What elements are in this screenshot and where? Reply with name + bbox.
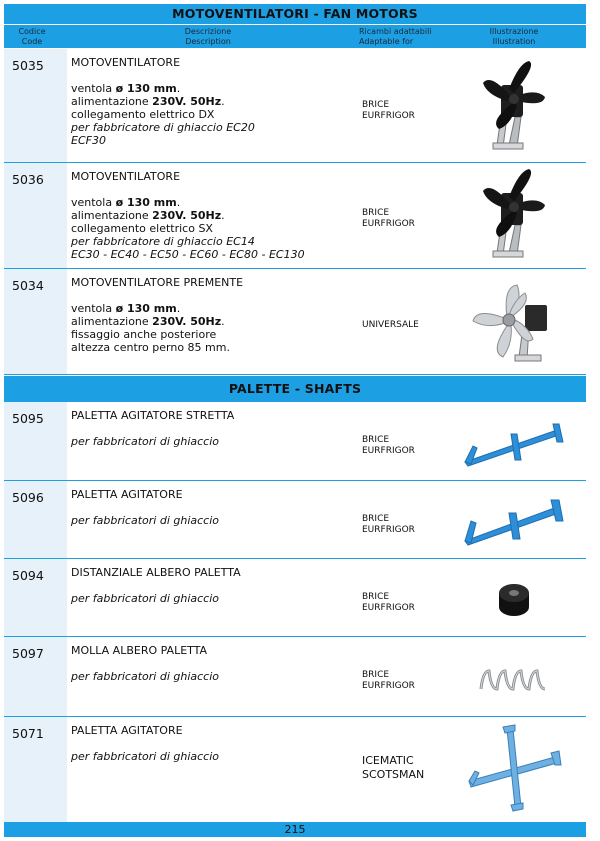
product-code: 5036 xyxy=(12,172,44,187)
fan-motor-icon xyxy=(459,55,559,163)
col-adaptable-header: Ricambi adattabili Adaptable for xyxy=(359,27,432,46)
col-description-header: Descrizione Description xyxy=(184,27,232,46)
product-row-5095 xyxy=(4,402,586,481)
pusher-fan-motor-icon xyxy=(459,277,559,375)
product-code: 5034 xyxy=(12,278,44,293)
spacer-ring-icon xyxy=(459,581,569,625)
product-description: MOTOVENTILATORE PREMENTE ventola ø 130 mm. alimentazione 230V. 50Hz. fissaggio anche posteriore altezza centro perno 85 mm. xyxy=(71,276,244,354)
product-description: MOLLA ALBERO PALETTA per fabbricatori di ghiaccio xyxy=(71,644,220,683)
adaptable-brands: BRICE EURFRIGOR xyxy=(362,592,415,613)
agitator-paddle-icon xyxy=(459,497,569,553)
adaptable-brands: BRICE EURFRIGOR xyxy=(362,670,415,691)
product-code: 5096 xyxy=(12,490,44,505)
spring-icon xyxy=(459,659,569,703)
product-description: PALETTA AGITATORE per fabbricatori di ghiaccio xyxy=(71,724,220,763)
page-number: 215 xyxy=(4,822,586,837)
product-row-5036 xyxy=(4,163,586,269)
fan-motor-icon xyxy=(459,167,559,269)
product-description: DISTANZIALE ALBERO PALETTA per fabbricatori di ghiaccio xyxy=(71,566,241,605)
adaptable-brands: BRICE EURFRIGOR xyxy=(362,514,415,535)
cross-paddle-icon xyxy=(459,723,569,817)
product-row-5071 xyxy=(4,717,586,823)
product-description: PALETTA AGITATORE STRETTA per fabbricatori di ghiaccio xyxy=(71,409,235,448)
product-row-5034 xyxy=(4,269,586,375)
product-row-5097 xyxy=(4,637,586,717)
product-description: PALETTA AGITATORE per fabbricatori di ghiaccio xyxy=(71,488,220,527)
agitator-paddle-icon xyxy=(459,420,569,474)
product-row-5094 xyxy=(4,559,586,637)
product-code: 5095 xyxy=(12,411,44,426)
product-description: MOTOVENTILATORE ventola ø 130 mm. alimentazione 230V. 50Hz. collegamento elettrico DX per fabbricatore di ghiaccio EC20 ECF30 xyxy=(71,56,255,147)
product-row-5096 xyxy=(4,481,586,559)
section-title-shafts: PALETTE - SHAFTS xyxy=(4,376,586,402)
section-title-fan-motors: MOTOVENTILATORI - FAN MOTORS xyxy=(4,4,586,24)
adaptable-brands: BRICE EURFRIGOR xyxy=(362,100,415,121)
column-headers xyxy=(4,24,586,48)
product-code: 5097 xyxy=(12,646,44,661)
adaptable-brands: BRICE EURFRIGOR xyxy=(362,208,415,229)
product-code: 5035 xyxy=(12,58,44,73)
product-code: 5094 xyxy=(12,568,44,583)
product-row-5035 xyxy=(4,49,586,163)
adaptable-brands: UNIVERSALE xyxy=(362,320,419,330)
col-illustration-header: Illustrazione Illustration xyxy=(489,27,539,46)
product-code: 5071 xyxy=(12,726,44,741)
product-description: MOTOVENTILATORE ventola ø 130 mm. alimentazione 230V. 50Hz. collegamento elettrico SX per fabbricatore di ghiaccio EC14 EC30 - EC40 - EC50 - EC60 - EC80 - EC130 xyxy=(71,170,305,261)
adaptable-brands: ICEMATIC SCOTSMAN xyxy=(362,754,425,781)
adaptable-brands: BRICE EURFRIGOR xyxy=(362,435,415,456)
col-code-header: Codice Code xyxy=(18,27,46,46)
